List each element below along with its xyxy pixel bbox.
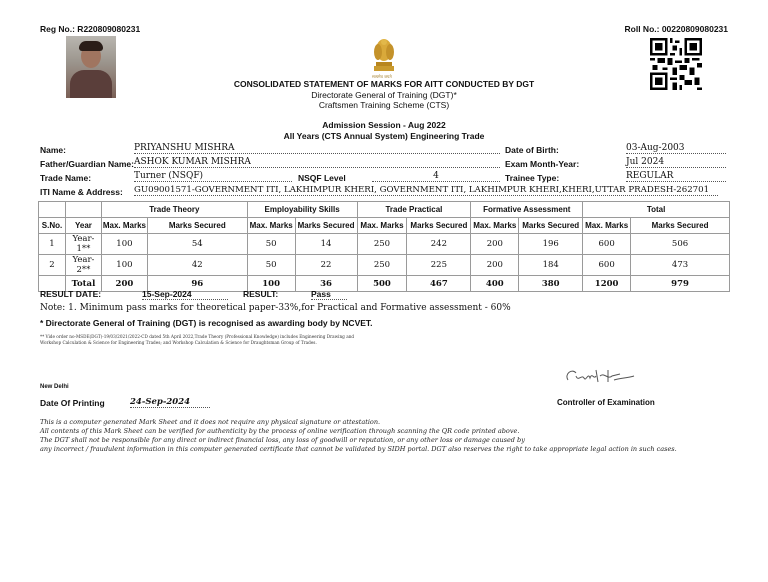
exam-month-year: Jul 2024 <box>626 157 726 168</box>
header-blank <box>65 202 101 218</box>
order-footnote-line: Workshop Calculation & Science for Engineering Trades; and Workshop Calculation & Science for Draughtsman Group of Trades. <box>40 340 317 345</box>
date-of-printing-label: Date Of Printing <box>40 398 105 408</box>
header-max-marks: Max. Marks <box>357 218 407 234</box>
table-cell: 600 <box>583 234 631 255</box>
header-max-marks: Max. Marks <box>101 218 147 234</box>
order-footnote <box>40 334 400 346</box>
iti-label: ITI Name & Address: <box>40 187 123 197</box>
scheme-name: Craftsmen Training Scheme (CTS) <box>318 100 450 110</box>
result-label: RESULT: <box>243 289 279 299</box>
table-cell: 506 <box>631 234 730 255</box>
date-of-birth: 03-Aug-2003 <box>626 143 726 154</box>
table-cell: 600 <box>583 255 631 276</box>
date-of-printing: 24-Sep-2024 <box>130 397 210 408</box>
table-cell: 100 <box>247 276 295 292</box>
candidate-name: PRIYANSHU MISHRA <box>134 143 500 154</box>
table-cell: 250 <box>357 255 407 276</box>
table-cell: 54 <box>147 234 247 255</box>
table-cell: 979 <box>631 276 730 292</box>
document-title: CONSOLIDATED STATEMENT OF MARKS FOR AITT CONDUCTED BY DGT <box>233 79 535 89</box>
table-row <box>39 255 730 276</box>
header-max-marks: Max. Marks <box>583 218 631 234</box>
table-cell: 380 <box>519 276 583 292</box>
nsqf-label: NSQF Level <box>298 173 346 183</box>
table-cell: 242 <box>407 234 471 255</box>
disclaimer-line: All contents of this Mark Sheet can be verified for authenticity by the process of online verification through scanning the QR code printed above. <box>40 427 520 435</box>
table-cell: 1 <box>39 234 66 255</box>
issue-city: New Delhi <box>40 384 69 390</box>
admission-session: Admission Session - Aug 2022 <box>322 120 446 130</box>
table-cell: 473 <box>631 255 730 276</box>
emblem-caption: सत्यमेव जयते <box>372 74 392 79</box>
table-cell: 196 <box>519 234 583 255</box>
ncvet-note: * Directorate General of Training (DGT) is recognised as awarding body by NCVET. <box>40 318 373 328</box>
directorate-name: Directorate General of Training (DGT)* <box>311 90 457 100</box>
header-trade-theory: Trade Theory <box>101 202 247 218</box>
table-cell: 500 <box>357 276 407 292</box>
header-sno: S.No. <box>39 218 66 234</box>
disclaimer-line: The DGT shall not be responsible for any direct or indirect financial loss, any loss of goodwill or reputation, or any other loss or damage caused by <box>40 436 525 444</box>
table-cell: 50 <box>247 255 295 276</box>
table-cell: 184 <box>519 255 583 276</box>
table-row <box>39 234 730 255</box>
table-cell: 14 <box>295 234 357 255</box>
table-cell: Year-2** <box>65 255 101 276</box>
trade-label: Trade Name: <box>40 173 92 183</box>
result-status: Pass <box>311 289 347 300</box>
table-cell: 22 <box>295 255 357 276</box>
table-cell: 2 <box>39 255 66 276</box>
disclaimer-line: This is a computer generated Mark Sheet and it does not require any physical signature or attestation. <box>40 418 381 426</box>
father-label: Father/Guardian Name: <box>40 159 134 169</box>
header-marks-secured: Marks Secured <box>295 218 357 234</box>
header-employability: Employability Skills <box>247 202 357 218</box>
trainee-type: REGULAR <box>626 171 726 182</box>
all-years-label: All Years (CTS Annual System) Engineering Trade <box>283 131 485 141</box>
table-cell: 100 <box>101 234 147 255</box>
header-blank <box>39 202 66 218</box>
trainee-label: Trainee Type: <box>505 173 560 183</box>
table-cell: 1200 <box>583 276 631 292</box>
table-cell: 96 <box>147 276 247 292</box>
header-formative: Formative Assessment <box>471 202 583 218</box>
table-cell: 50 <box>247 234 295 255</box>
header-marks-secured: Marks Secured <box>407 218 471 234</box>
result-date: 15-Sep-2024 <box>142 289 228 300</box>
header-trade-practical: Trade Practical <box>357 202 471 218</box>
order-footnote-line: ** Vide order no-MSDE(DGT)-19/03/2021/2022-CD dated 5th April 2022,Trade Theory (Professional Knowledge) includes Engineering Drawing and <box>40 334 355 339</box>
father-name: ASHOK KUMAR MISHRA <box>134 157 500 168</box>
table-cell: 467 <box>407 276 471 292</box>
table-cell: Year-1** <box>65 234 101 255</box>
controller-of-examination: Controller of Examination <box>557 398 655 407</box>
header-year: Year <box>65 218 101 234</box>
result-date-label: RESULT DATE: <box>40 289 102 299</box>
table-cell: 200 <box>471 255 519 276</box>
roll-number: Roll No.: 00220809080231 <box>624 24 728 34</box>
table-cell: 36 <box>295 276 357 292</box>
table-cell: 250 <box>357 234 407 255</box>
marks-table <box>38 201 730 292</box>
national-emblem-icon <box>371 36 397 76</box>
iti-name-address: GU09001571-GOVERNMENT ITI, LAKHIMPUR KHERI, GOVERNMENT ITI, LAKHIMPUR KHERI,KHERI,UTTAR PRADESH-262701 <box>134 185 718 196</box>
dob-label: Date of Birth: <box>505 145 559 155</box>
table-cell: 100 <box>101 255 147 276</box>
registration-number: Reg No.: R220809080231 <box>40 24 141 34</box>
table-cell: 400 <box>471 276 519 292</box>
header-marks-secured: Marks Secured <box>519 218 583 234</box>
header-max-marks: Max. Marks <box>247 218 295 234</box>
header-marks-secured: Marks Secured <box>631 218 730 234</box>
name-label: Name: <box>40 145 66 155</box>
controller-signature <box>562 364 642 388</box>
table-cell: 200 <box>471 234 519 255</box>
header-marks-secured: Marks Secured <box>147 218 247 234</box>
table-cell: Total <box>65 276 101 292</box>
exam-label: Exam Month-Year: <box>505 159 580 169</box>
header-max-marks: Max. Marks <box>471 218 519 234</box>
table-cell: 200 <box>101 276 147 292</box>
header-total: Total <box>583 202 730 218</box>
nsqf-level: 4 <box>372 171 500 182</box>
disclaimer-line: any incorrect / fraudulent information in this computer generated certificate that cannot be validated by SIDH portal. DGT also reserves the right to take appropriate legal action in such cases. <box>40 445 677 453</box>
pass-marks-note: Note: 1. Minimum pass marks for theoretical paper-33%,for Practical and Formative assessment - 60% <box>40 303 511 313</box>
table-cell: 42 <box>147 255 247 276</box>
table-cell: 225 <box>407 255 471 276</box>
trade-name: Turner (NSQF) <box>134 171 292 182</box>
